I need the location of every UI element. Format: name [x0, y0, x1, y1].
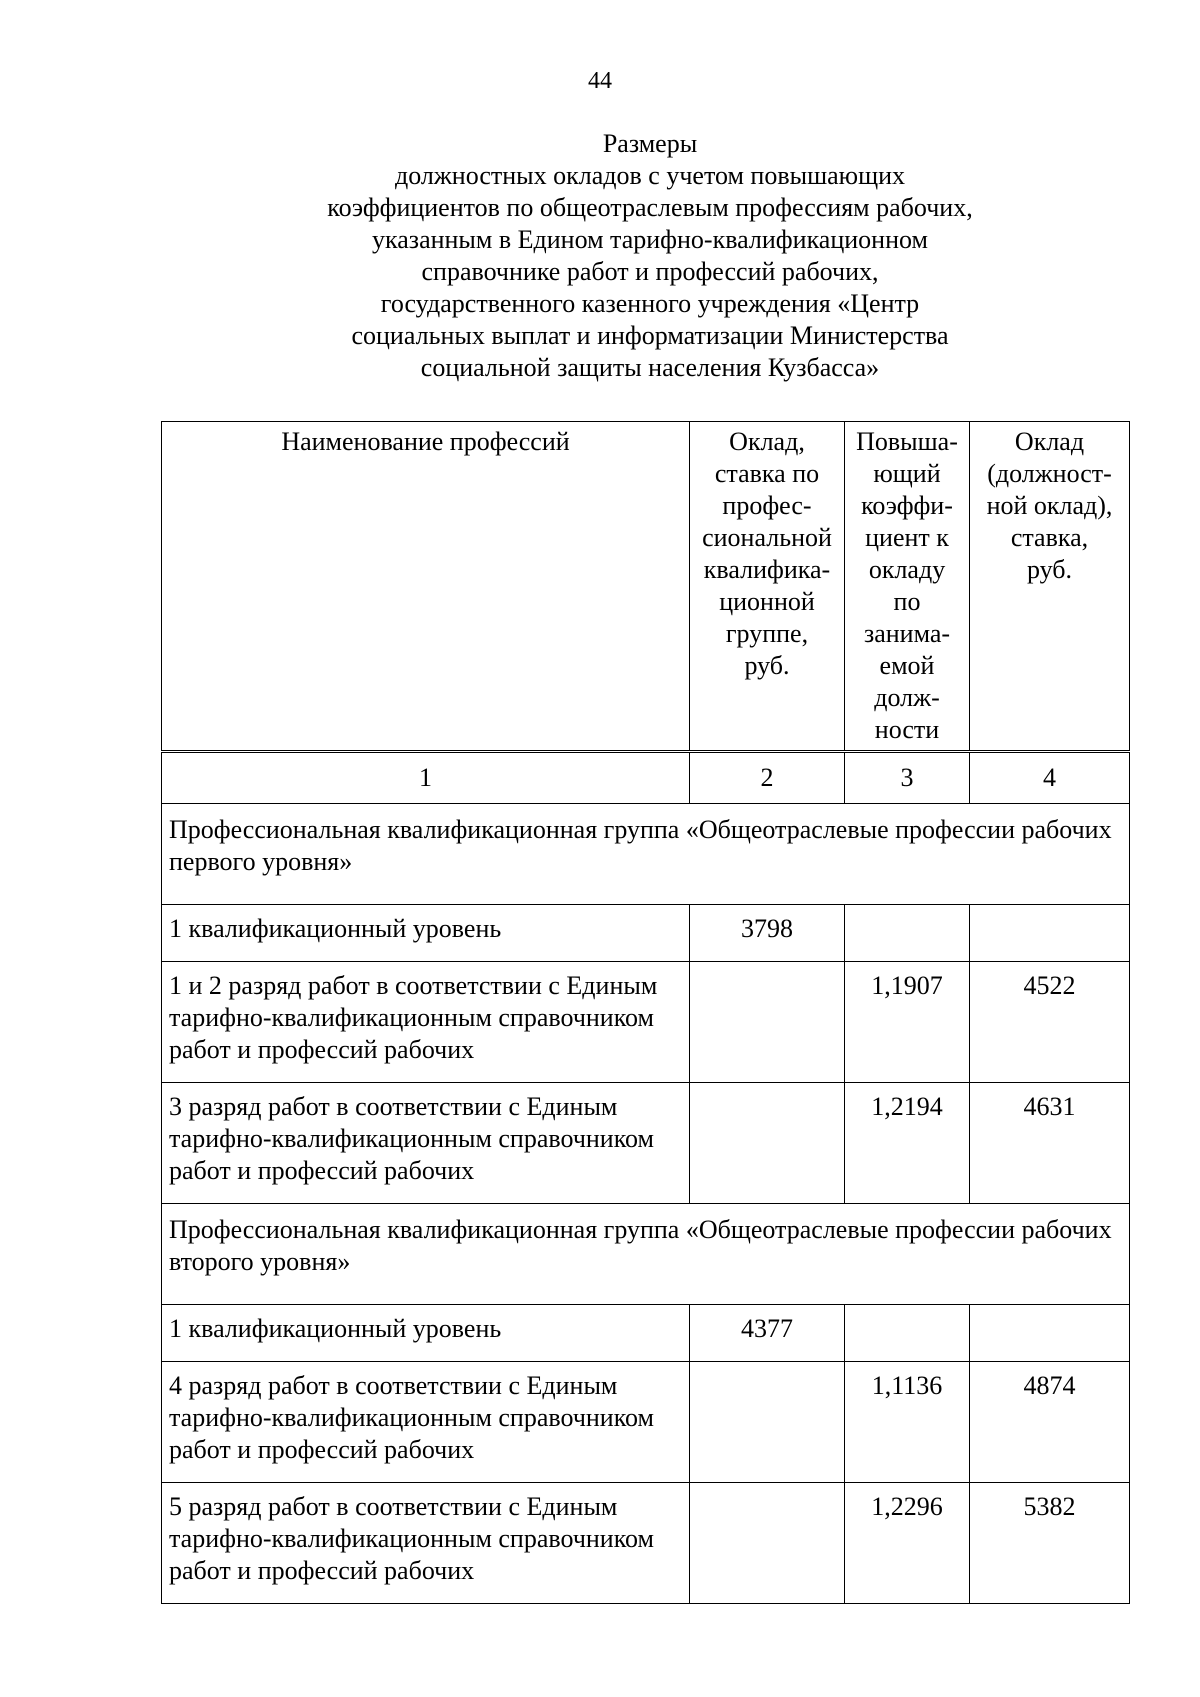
- empty-cell: [690, 1362, 845, 1483]
- empty-cell: [690, 1083, 845, 1204]
- coefficient-cell: 1,1907: [845, 962, 970, 1083]
- table-row: [162, 1083, 1130, 1204]
- column-number: 1: [162, 752, 690, 804]
- grade-label: 5 разряд работ в соответствии с Единым тарифно-квалификационным справочником работ и профессий рабочих: [162, 1483, 690, 1604]
- table-row: [162, 1362, 1130, 1483]
- header-line: ционной: [719, 587, 815, 616]
- header-profession-name: [162, 422, 690, 752]
- title-line: указанным в Едином тарифно-квалификационном: [372, 225, 928, 254]
- title-line: должностных окладов с учетом повышающих: [394, 161, 906, 190]
- title-line: социальных выплат и информатизации Министерства: [351, 321, 949, 350]
- title-line: коэффициентов по общеотраслевым профессиям рабочих,: [327, 193, 973, 222]
- header-line: окладу: [868, 555, 946, 584]
- header-line: ной оклад),: [986, 491, 1113, 520]
- header-line: циент к: [865, 523, 949, 552]
- header-line: ставка по: [714, 459, 820, 488]
- salary-table: [161, 421, 1130, 1604]
- grade-label: 4 разряд работ в соответствии с Единым тарифно-квалификационным справочником работ и профессий рабочих: [162, 1362, 690, 1483]
- header-line: ности: [874, 715, 940, 744]
- empty-cell: [970, 1305, 1130, 1362]
- header-line: ставка,: [1010, 523, 1089, 552]
- header-line: Оклад: [1014, 427, 1085, 456]
- header-line: коэффи-: [861, 491, 953, 520]
- empty-cell: [845, 905, 970, 962]
- empty-cell: [970, 905, 1130, 962]
- column-number: 2: [690, 752, 845, 804]
- total-salary-cell: 4631: [970, 1083, 1130, 1204]
- base-salary-cell: 4377: [690, 1305, 845, 1362]
- header-line: группе,: [725, 619, 809, 648]
- document-title: [240, 128, 1060, 384]
- header-coefficient: [845, 422, 970, 752]
- group-row: [162, 1204, 1130, 1305]
- table-header-row: [162, 422, 1130, 752]
- group-title: Профессиональная квалификационная группа «Общеотраслевые профессии рабочих первого уровня»: [162, 804, 1130, 905]
- title-line: справочнике работ и профессий рабочих,: [421, 257, 879, 286]
- title-line: Размеры: [602, 129, 698, 158]
- grade-label: 1 и 2 разряд работ в соответствии с Единым тарифно-квалификационным справочником работ и профессий рабочих: [162, 962, 690, 1083]
- total-salary-cell: 4874: [970, 1362, 1130, 1483]
- base-salary-cell: 3798: [690, 905, 845, 962]
- header-line: занима-: [863, 619, 951, 648]
- group-row: [162, 804, 1130, 905]
- column-number: 4: [970, 752, 1130, 804]
- grade-label: 3 разряд работ в соответствии с Единым тарифно-квалификационным справочником работ и профессий рабочих: [162, 1083, 690, 1204]
- empty-cell: [690, 962, 845, 1083]
- column-number-row: [162, 752, 1130, 804]
- total-salary-cell: 5382: [970, 1483, 1130, 1604]
- table-row: [162, 1483, 1130, 1604]
- header-line: долж-: [874, 683, 940, 712]
- empty-cell: [845, 1305, 970, 1362]
- header-line: по: [893, 587, 921, 616]
- total-salary-cell: 4522: [970, 962, 1130, 1083]
- header-total-salary: [970, 422, 1130, 752]
- group-title: Профессиональная квалификационная группа «Общеотраслевые профессии рабочих второго уровня»: [162, 1204, 1130, 1305]
- header-line: профес-: [722, 491, 812, 520]
- header-line: (должност-: [987, 459, 1112, 488]
- header-line: Оклад,: [729, 427, 805, 456]
- table-row: [162, 962, 1130, 1083]
- table-row: [162, 1305, 1130, 1362]
- header-base-salary: [690, 422, 845, 752]
- column-number: 3: [845, 752, 970, 804]
- header-line: Наименование профессий: [281, 427, 570, 456]
- header-line: руб.: [1026, 555, 1073, 584]
- table-row: [162, 905, 1130, 962]
- header-line: сиональной: [702, 523, 832, 552]
- header-line: Повыша-: [856, 427, 958, 456]
- header-line: руб.: [744, 651, 790, 680]
- level-label: 1 квалификационный уровень: [162, 1305, 690, 1362]
- coefficient-cell: 1,1136: [845, 1362, 970, 1483]
- level-label: 1 квалификационный уровень: [162, 905, 690, 962]
- coefficient-cell: 1,2194: [845, 1083, 970, 1204]
- header-line: квалифика-: [703, 555, 831, 584]
- empty-cell: [690, 1483, 845, 1604]
- header-line: емой: [879, 651, 935, 680]
- title-line: социальной защиты населения Кузбасса»: [420, 353, 880, 382]
- coefficient-cell: 1,2296: [845, 1483, 970, 1604]
- page-number: 44: [588, 68, 612, 94]
- header-line: ющий: [873, 459, 941, 488]
- title-line: государственного казенного учреждения «Центр: [380, 289, 920, 318]
